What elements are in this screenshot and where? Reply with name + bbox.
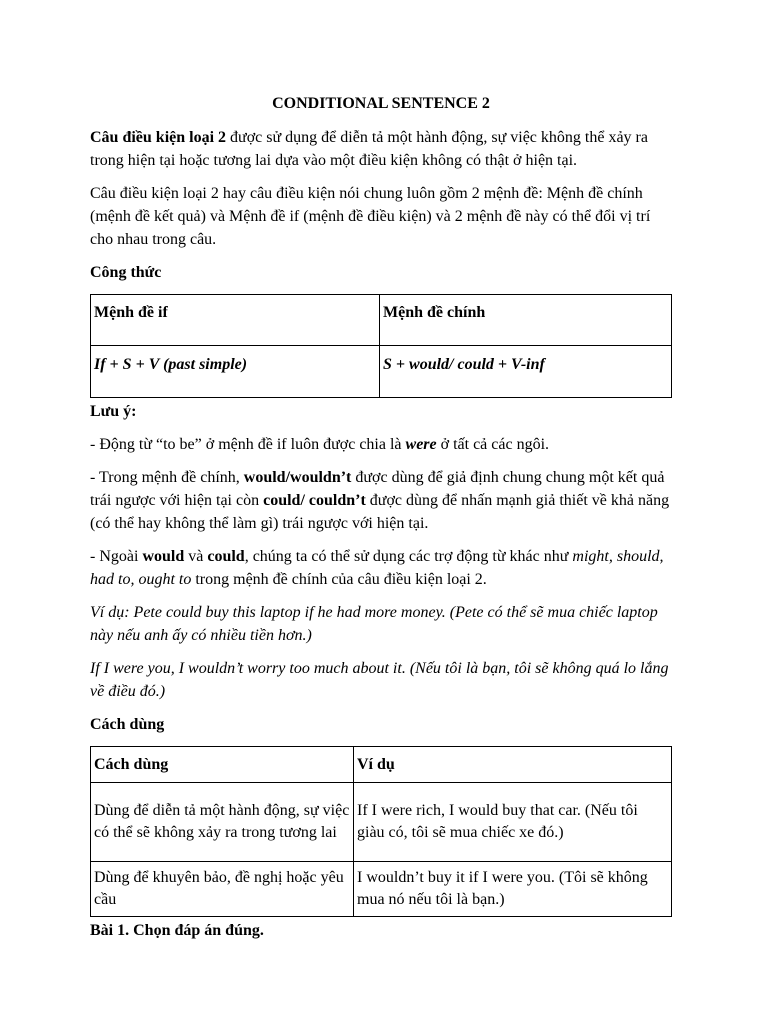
note-to-be-text-end: ở tất cả các ngôi.	[436, 436, 550, 453]
note-modals-text-g: trong mệnh đề chính của câu điều kiện loại 2.	[191, 571, 487, 588]
formula-header-main-clause: Mệnh đề chính	[380, 295, 672, 346]
note-modals-could: could	[207, 548, 245, 565]
note-would-text-e: được dùng để nhấn mạnh giả thiết về khả năng (có thể hay không thể làm gì) trái ngược với hiện tại.	[90, 492, 670, 532]
example-sentence-1: Ví dụ: Pete could buy this laptop if he had more money. (Pete có thể sẽ mua chiếc laptop này nếu anh ấy có nhiều tiền hơn.)	[90, 604, 658, 644]
formula-heading: Công thức	[90, 264, 162, 281]
note-modals-list: might, should, had to, ought to	[90, 548, 664, 588]
note-would-text-a: - Trong mệnh đề chính,	[90, 469, 244, 486]
note-could-term: could/ couldn’t	[263, 492, 366, 509]
note-would-could	[90, 466, 672, 535]
note-modals-would: would	[142, 548, 185, 565]
formula-table	[90, 294, 672, 398]
formula-table-row	[91, 346, 672, 398]
page-title: CONDITIONAL SENTENCE 2	[272, 95, 490, 112]
usage-table-row	[91, 862, 672, 917]
document-content	[90, 92, 672, 952]
usage-header-usage: Cách dùng	[91, 747, 354, 783]
exercise-heading: Bài 1. Chọn đáp án đúng.	[90, 922, 264, 939]
note-modals-text-c: và	[184, 548, 208, 565]
note-to-be	[90, 433, 672, 456]
formula-header-if-clause: Mệnh đề if	[91, 295, 380, 346]
note-heading: Lưu ý:	[90, 403, 137, 420]
example-sentence-2: If I were you, I wouldn’t worry too much about it. (Nếu tôi là bạn, tôi sẽ không quá lo lắng về điều đó.)	[90, 660, 669, 700]
structure-paragraph: Câu điều kiện loại 2 hay câu điều kiện nói chung luôn gồm 2 mệnh đề: Mệnh đề chính (mệnh đề kết quả) và Mệnh đề if (mệnh đề điều kiện) và 2 mệnh đề này có thể đổi vị trí cho nhau trong câu.	[90, 185, 651, 248]
note-modals-text-a: - Ngoài	[90, 548, 143, 565]
usage-table	[90, 746, 672, 917]
usage-table-header-row	[91, 747, 672, 783]
example-cell: I wouldn’t buy it if I were you. (Tôi sẽ không mua nó nếu tôi là bạn.)	[354, 862, 672, 917]
note-would-term: would/wouldn’t	[243, 469, 352, 486]
note-other-modals	[90, 545, 672, 591]
note-to-be-were: were	[405, 436, 437, 453]
intro-text: được sử dụng để diễn tả một hành động, sự việc không thể xảy ra trong hiện tại hoặc tương lai dựa vào một điều kiện không có thật ở hiện tại.	[90, 129, 648, 169]
example-cell: If I were rich, I would buy that car. (Nếu tôi giàu có, tôi sẽ mua chiếc xe đó.)	[354, 783, 672, 862]
note-modals-text-e: , chúng ta có thể sử dụng các trợ động từ khác như	[244, 548, 573, 565]
note-to-be-text: - Động từ “to be” ở mệnh đề if luôn được chia là	[90, 436, 406, 453]
usage-table-row	[91, 783, 672, 862]
usage-cell: Dùng để diễn tả một hành động, sự việc có thể sẽ không xảy ra trong tương lai	[91, 783, 354, 862]
usage-heading: Cách dùng	[90, 716, 165, 733]
intro-paragraph	[90, 126, 672, 172]
formula-main-clause: S + would/ could + V-inf	[380, 346, 672, 398]
formula-if-clause: If + S + V (past simple)	[91, 346, 380, 398]
usage-cell: Dùng để khuyên bảo, đề nghị hoặc yêu cầu	[91, 862, 354, 917]
usage-header-example: Ví dụ	[354, 747, 672, 783]
intro-bold-term: Câu điều kiện loại 2	[90, 129, 227, 146]
formula-table-header-row	[91, 295, 672, 346]
note-would-text-c: được dùng để giả định chung chung một kết quả trái ngược với hiện tại còn	[90, 469, 665, 509]
